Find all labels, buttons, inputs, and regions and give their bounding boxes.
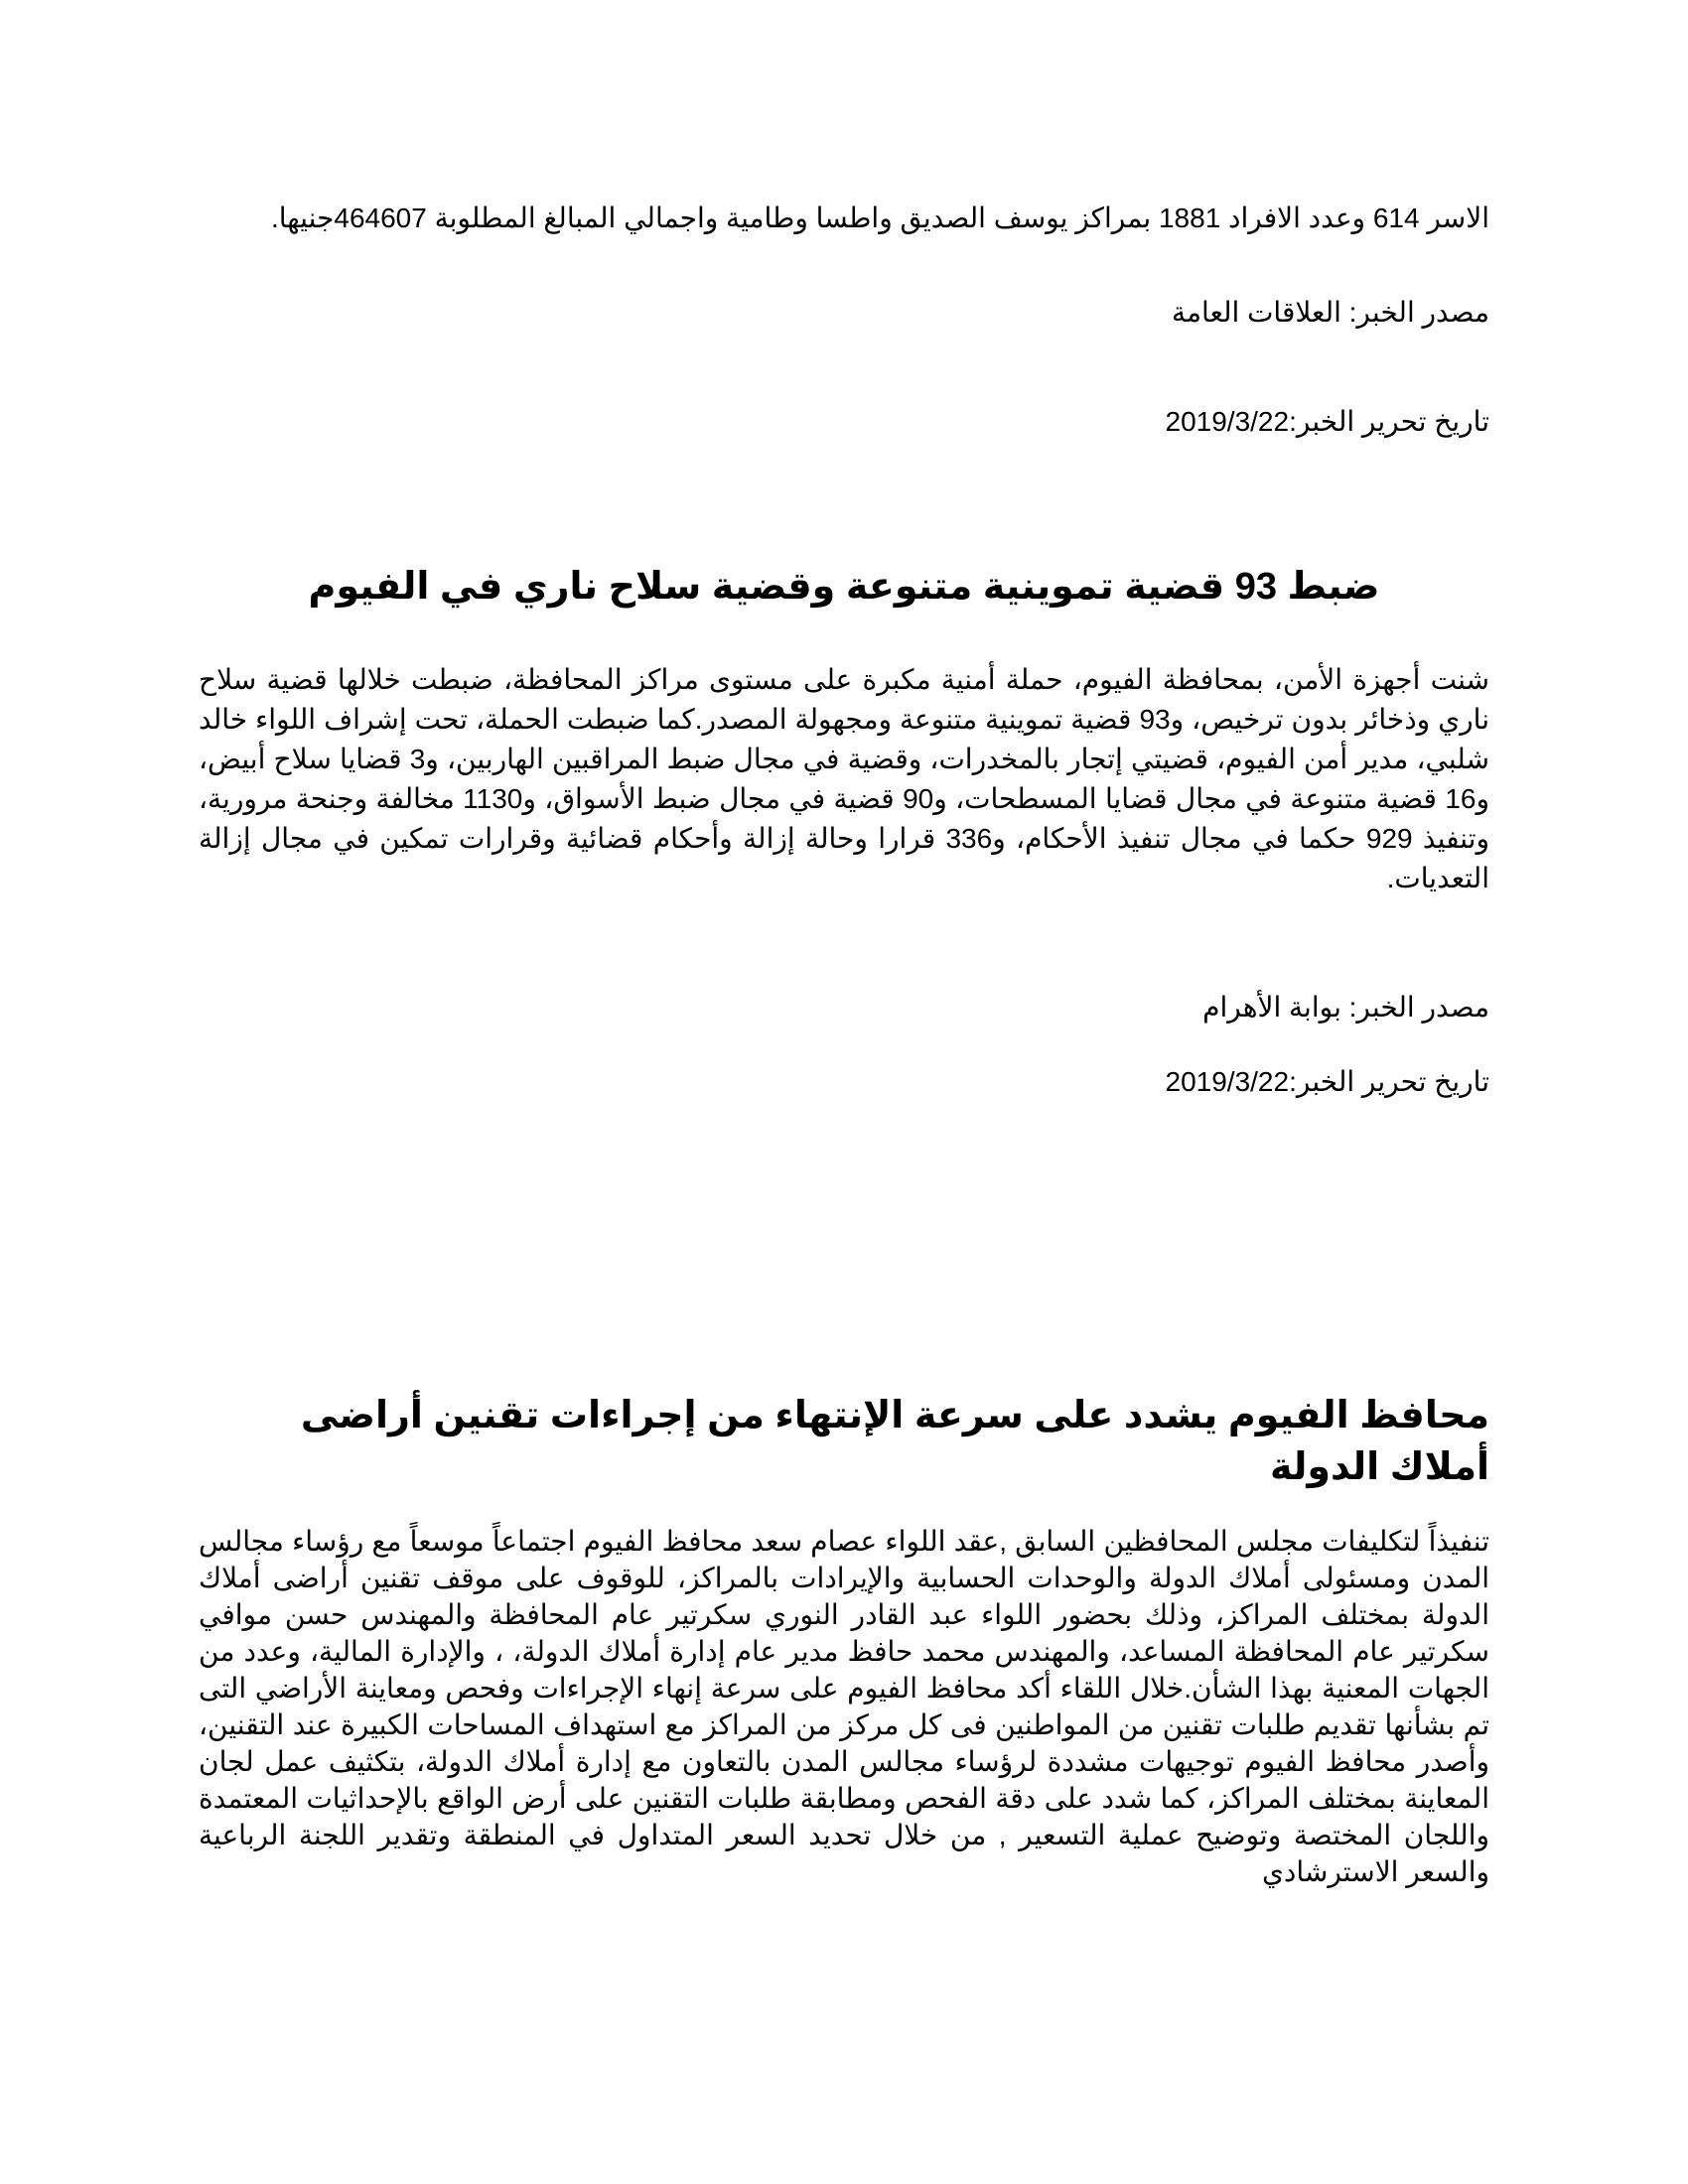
article-title: محافظ الفيوم يشدد على سرعة الإنتهاء من إجراءات تقنين أراضى أملاك الدولة — [300, 1395, 1489, 1488]
article-body: شنت أجهزة الأمن، بمحافظة الفيوم، حملة أمنية مكبرة على مستوى مراكز المحافظة، ضبطت خلالها قضية سلاح ناري وذخائر بدون ترخيص، و93 قضية تموينية متنوعة ومجهولة المصدر.كما ضبطت الحملة، تحت إشراف اللواء خالد شلبي، مدير أمن الفيوم، قضيتي إتجار بالمخدرات، وقضية في مجال ضبط المراقبين الهاربين، و3 قضايا سلاح أبيض، و16 قضية متنوعة في مجال قضايا المسطحات، و90 قضية في مجال ضبط الأسواق، و1130 مخالفة وجنحة مرورية، وتنفيذ 929 حكما في مجال تنفيذ الأحكام، و336 قرارا وحالة إزالة وأحكام قضائية وقرارات تمكين في مجال إزالة التعديات. — [199, 664, 1490, 893]
article-title: ضبط 93 قضية تموينية متنوعة وقضية سلاح ناري في الفيوم — [308, 566, 1380, 608]
article-continuation-text: الاسر 614 وعدد الافراد 1881 بمراكز يوسف الصديق واطسا وطامية واجمالي المبالغ المطلوبة 464607جنيها. — [270, 203, 1489, 233]
article-body: تنفيذاً لتكليفات مجلس المحافظين السابق ,عقد اللواء عصام سعد محافظ الفيوم اجتماعاً موسعاً مع رؤساء مجالس المدن ومسئولى أملاك الدولة والوحدات الحسابية والإيرادات بالمراكز، للوقوف على موقف تقنين أراضى أملاك الدولة بمختلف المراكز، وذلك بحضور اللواء عبد القادر النوري سكرتير عام المحافظة والمهندس حسن موافي سكرتير عام المحافظة المساعد، والمهندس محمد حافظ مدير عام إدارة أملاك الدولة، ، والإدارة المالية، وعدد من الجهات المعنية بهذا الشأن.خلال اللقاء أكد محافظ الفيوم على سرعة إنهاء الإجراءات وفحص ومعاينة الأراضي التى تم بشأنها تقديم طلبات تقنين من المواطنين فى كل مركز من المراكز مع استهداف المساحات الكبيرة عند التقنين، وأصدر محافظ الفيوم توجيهات مشددة لرؤساء مجالس المدن بالتعاون مع إدارة أملاك الدولة، بتكثيف عمل لجان المعاينة بمختلف المراكز، كما شدد على دقة الفحص ومطابقة طلبات التقنين على أرض الواقع بالإحداثيات المعتمدة واللجان المختصة وتوضيح عملية التسعير , من خلال تحديد السعر المتداول في المنطقة وتقدير اللجنة الرباعية والسعر الاسترشادي — [199, 1526, 1490, 1887]
article-date: تاريخ تحرير الخبر:2019/3/22 — [1165, 1066, 1489, 1097]
article-source: مصدر الخبر: بوابة الأهرام — [1202, 992, 1489, 1023]
article-date: تاريخ تحرير الخبر:2019/3/22 — [1165, 406, 1489, 437]
article-source: مصدر الخبر: العلاقات العامة — [1171, 297, 1489, 328]
